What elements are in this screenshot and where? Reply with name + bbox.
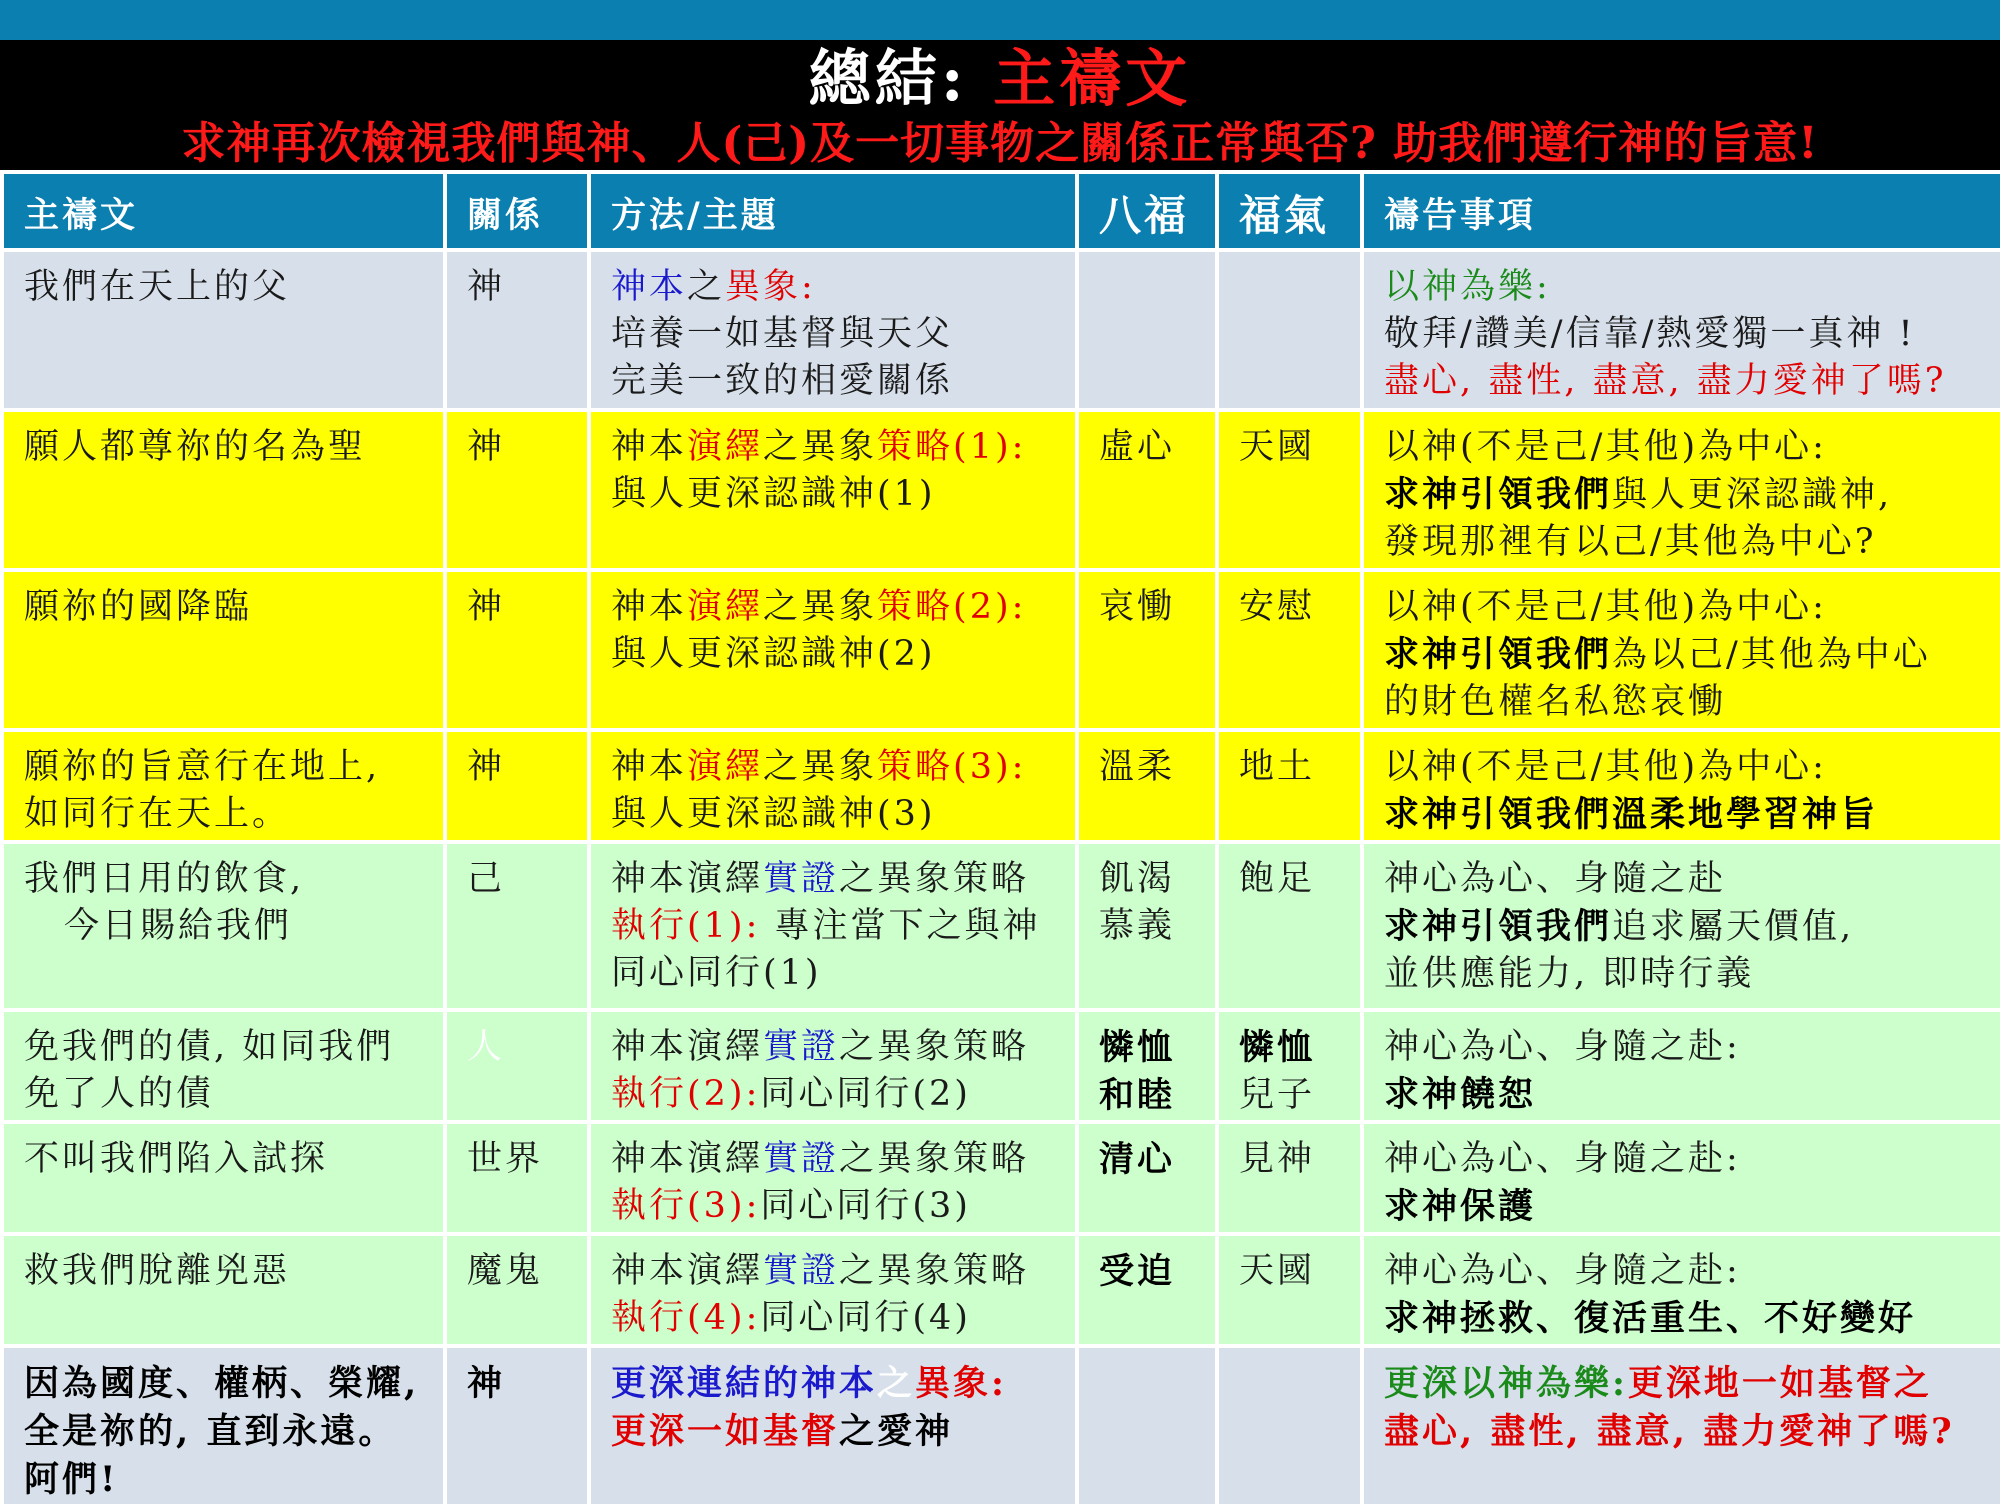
items-bold: 求神拯救、復活重生、不好變好 [1384, 1298, 1917, 1339]
blessing-cell [1217, 1234, 1362, 1346]
method-part: 之異象策略 [839, 1027, 1030, 1067]
table-row [2, 1234, 2000, 1346]
items-bold: 求神引領我們溫柔地學習神旨 [1384, 794, 1879, 835]
beatitude-cell [1077, 842, 1217, 1010]
items-line: 發現那裡有以己/其他為中心? [1384, 522, 1877, 562]
blessing-cell [1217, 1010, 1362, 1122]
method-part: 同心同行(3) [760, 1186, 971, 1226]
method-cell [589, 842, 1077, 1010]
blessing-text: 地土 [1239, 747, 1316, 787]
items-rest: 更深地一如基督之 [1627, 1363, 1932, 1404]
method-part: 之異象策略 [839, 1251, 1030, 1291]
method-part: 實證 [763, 859, 840, 899]
table-row [2, 1010, 2000, 1122]
method-part: 之異象 [763, 587, 878, 627]
beatitude-cell [1077, 1234, 1217, 1346]
items-head: 以神(不是己/其他)為中心: [1384, 747, 1827, 787]
method-cell [589, 1346, 1077, 1506]
beatitude-text: 受迫 [1099, 1251, 1176, 1292]
table-row [2, 730, 2000, 842]
items-line: 的財色權名私慾哀慟 [1384, 682, 1727, 722]
prayer-cell [2, 1234, 445, 1346]
table-row [2, 842, 2000, 1010]
blessing-text: 天國 [1239, 427, 1316, 467]
prayer-cell [2, 570, 445, 730]
title-bar [0, 40, 2000, 118]
prayer-line: 免我們的債, 如同我們 [24, 1027, 395, 1067]
relation-cell: 己 [445, 842, 589, 1010]
items-head: 更深以神為樂: [1384, 1363, 1628, 1404]
beatitude-text: 溫柔 [1099, 747, 1176, 787]
method-part: 神本 [611, 747, 688, 787]
header-beatitude: 八福 [1077, 172, 1217, 250]
beatitude-cell [1077, 1346, 1217, 1506]
method-part: 實證 [763, 1027, 840, 1067]
blessing-cell [1217, 410, 1362, 570]
items-head: 以神(不是己/其他)為中心: [1384, 427, 1827, 467]
prayer-cell [2, 1010, 445, 1122]
items-bold: 求神保護 [1384, 1186, 1537, 1227]
method-part: 策略(3): [877, 747, 1027, 787]
blessing-text: 安慰 [1239, 587, 1316, 627]
prayer-line: 願祢的國降臨 [24, 587, 253, 627]
prayer-line: 今日賜給我們 [64, 906, 293, 946]
relation-cell: 神 [445, 730, 589, 842]
method-part: 策略(1): [877, 427, 1027, 467]
method-part: 神本 [611, 587, 688, 627]
method-part: 神本演繹 [611, 859, 764, 899]
blessing-cell [1217, 730, 1362, 842]
prayer-line: 免了人的債 [24, 1074, 215, 1114]
items-head: 神心為心、身隨之赴 [1384, 859, 1727, 899]
table-header-row [2, 172, 2000, 250]
method-cell [589, 570, 1077, 730]
blessing-cell [1217, 250, 1362, 410]
blessing-text: 憐恤 [1239, 1027, 1316, 1068]
method-part: 演繹 [687, 747, 764, 787]
method-cell [589, 1234, 1077, 1346]
table-row [2, 410, 2000, 570]
beatitude-cell [1077, 570, 1217, 730]
items-cell [1362, 410, 2000, 570]
items-head: 神心為心、身隨之赴: [1384, 1251, 1741, 1291]
method-vision-c: 異象 [725, 267, 802, 307]
table-row [2, 570, 2000, 730]
method-part: 策略(2): [877, 587, 1027, 627]
method-part: 實證 [763, 1251, 840, 1291]
method-part: 之異象 [763, 427, 878, 467]
blessing-cell [1217, 842, 1362, 1010]
method-line: 與人更深認識神(2) [611, 634, 936, 674]
items-cell [1362, 1010, 2000, 1122]
prayer-cell [2, 410, 445, 570]
items-cell [1362, 842, 2000, 1010]
items-line: 敬拜/讚美/信靠/熱愛獨一真神 ! [1384, 314, 1916, 354]
blessing-text: 飽足 [1239, 859, 1316, 899]
method-part: 神本演繹 [611, 1251, 764, 1291]
beatitude-cell [1077, 1010, 1217, 1122]
items-line: 盡心, 盡性, 盡意, 盡力愛神了嗎? [1384, 361, 1947, 401]
blessing-cell [1217, 1122, 1362, 1234]
beatitude-text: 哀慟 [1099, 587, 1176, 627]
header-blessing: 福氣 [1217, 172, 1362, 250]
page-title [809, 42, 1192, 115]
method-line: 之愛神 [839, 1411, 954, 1452]
items-rest: 追求屬天價值, [1612, 907, 1855, 947]
method-part: 神本演繹 [611, 1027, 764, 1067]
items-cell [1362, 1346, 2000, 1506]
header-relation: 關係 [445, 172, 589, 250]
method-part: 之異象策略 [839, 1139, 1030, 1179]
method-line: 更深一如基督 [611, 1411, 840, 1452]
prayer-line: 如同行在天上。 [24, 794, 291, 834]
beatitude-text: 慕義 [1099, 906, 1176, 946]
prayer-line: 阿們! [24, 1459, 119, 1500]
relation-cell: 世界 [445, 1122, 589, 1234]
method-cell [589, 1122, 1077, 1234]
table-row [2, 1346, 2000, 1506]
method-part: 演繹 [687, 427, 764, 467]
relation-cell: 人 [445, 1010, 589, 1122]
method-line: 同心同行(1) [611, 953, 822, 993]
title-prefix: 總結: [808, 42, 968, 115]
prayer-cell [2, 842, 445, 1010]
method-part: 演繹 [687, 587, 764, 627]
method-line: 培養一如基督與天父 [611, 314, 954, 354]
method-part: 之異象策略 [839, 859, 1030, 899]
items-cell [1362, 1234, 2000, 1346]
method-part: 同心同行(2) [760, 1074, 971, 1114]
method-part: 實證 [763, 1139, 840, 1179]
table-row [2, 1122, 2000, 1234]
prayer-line: 我們在天上的父 [24, 267, 291, 307]
relation-cell: 神 [445, 250, 589, 410]
beatitude-text: 清心 [1099, 1139, 1176, 1180]
header-method: 方法/主題 [589, 172, 1077, 250]
lords-prayer-table [0, 170, 2000, 1508]
top-accent-bar [0, 0, 2000, 40]
relation-cell: 魔鬼 [445, 1234, 589, 1346]
beatitude-cell [1077, 250, 1217, 410]
items-cell [1362, 1122, 2000, 1234]
items-rest: 為以己/其他為中心 [1612, 635, 1931, 675]
method-part: 專注當下之與神 [760, 906, 1041, 946]
beatitude-text: 虛心 [1099, 427, 1176, 467]
prayer-line: 願人都尊祢的名為聖 [24, 427, 367, 467]
items-head: 神心為心、身隨之赴: [1384, 1139, 1741, 1179]
relation-cell: 神 [445, 1346, 589, 1506]
method-line: 與人更深認識神(3) [611, 794, 936, 834]
items-line: 並供應能力, 即時行義 [1384, 954, 1755, 994]
relation-cell: 神 [445, 570, 589, 730]
method-part: 執行(1): [611, 906, 761, 946]
items-cell [1362, 250, 2000, 410]
method-vision-d: : [801, 267, 816, 307]
prayer-line: 不叫我們陷入試探 [24, 1139, 329, 1179]
items-line: 盡心, 盡性, 盡意, 盡力愛神了嗎? [1384, 1411, 1955, 1452]
method-cell [589, 250, 1077, 410]
method-line: 完美一致的相愛關係 [611, 361, 954, 401]
prayer-cell [2, 1122, 445, 1234]
beatitude-cell [1077, 730, 1217, 842]
method-part: 執行(4): [611, 1298, 761, 1338]
header-items: 禱告事項 [1362, 172, 2000, 250]
prayer-line: 我們日用的飲食, [24, 859, 305, 899]
method-vision-b: 之 [877, 1363, 916, 1404]
method-part: 同心同行(4) [760, 1298, 971, 1338]
beatitude-text: 飢渴 [1099, 859, 1176, 899]
method-vision-a: 神本 [611, 267, 688, 307]
prayer-line: 因為國度、權柄、榮耀, [24, 1363, 420, 1404]
items-bold: 求神引領我們 [1384, 906, 1613, 947]
blessing-text: 見神 [1239, 1139, 1316, 1179]
blessing-text: 兒子 [1239, 1075, 1316, 1115]
items-cell [1362, 570, 2000, 730]
method-part: 神本 [611, 427, 688, 467]
prayer-line: 願祢的旨意行在地上, [24, 747, 381, 787]
prayer-cell [2, 250, 445, 410]
items-head: 以神(不是己/其他)為中心: [1384, 587, 1827, 627]
method-part: 執行(3): [611, 1186, 761, 1226]
beatitude-cell [1077, 410, 1217, 570]
items-rest: 與人更深認識神, [1612, 475, 1893, 515]
blessing-cell [1217, 1346, 1362, 1506]
items-bold: 求神引領我們 [1384, 634, 1613, 675]
title-main: 主禱文 [993, 42, 1192, 115]
prayer-line: 救我們脫離兇惡 [24, 1251, 291, 1291]
method-cell [589, 730, 1077, 842]
items-cell [1362, 730, 2000, 842]
header-prayer: 主禱文 [2, 172, 445, 250]
prayer-line: 全是祢的, 直到永遠。 [24, 1411, 397, 1452]
items-head: 神心為心、身隨之赴: [1384, 1027, 1741, 1067]
table-row [2, 250, 2000, 410]
method-line: 與人更深認識神(1) [611, 474, 936, 514]
method-vision-b: 之 [687, 267, 726, 307]
beatitude-text: 憐恤 [1099, 1027, 1176, 1068]
beatitude-cell [1077, 1122, 1217, 1234]
blessing-text: 天國 [1239, 1251, 1316, 1291]
page-subtitle: 求神再次檢視我們與神、人(己)及一切事物之關係正常與否? 助我們遵行神的旨意! [0, 118, 2000, 170]
method-cell [589, 1010, 1077, 1122]
method-part: 執行(2): [611, 1074, 761, 1114]
items-bold: 求神饒恕 [1384, 1074, 1537, 1115]
method-part: 神本演繹 [611, 1139, 764, 1179]
beatitude-text: 和睦 [1099, 1075, 1176, 1116]
items-head: 以神為樂: [1384, 267, 1551, 307]
blessing-cell [1217, 570, 1362, 730]
relation-cell: 神 [445, 410, 589, 570]
method-vision-a: 更深連結的神本 [611, 1363, 878, 1404]
method-vision-c: 異象: [915, 1363, 1007, 1404]
prayer-cell [2, 730, 445, 842]
method-part: 之異象 [763, 747, 878, 787]
prayer-cell [2, 1346, 445, 1506]
method-cell [589, 410, 1077, 570]
items-bold: 求神引領我們 [1384, 474, 1613, 515]
